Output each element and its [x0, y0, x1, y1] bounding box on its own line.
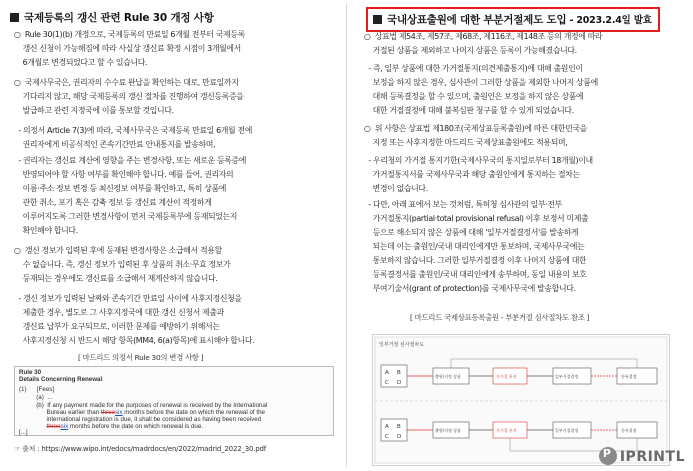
right-paragraph-line: ○ 위 사항은 상표법 제180조(국제상표등록출원)에 따른 대한민국을	[364, 124, 587, 133]
svg-text:가거절 통지: 가거절 통지	[496, 374, 517, 379]
left-paragraph-line: 등재되는 경우에도 갱신료를 소급해서 재계산하지 않습니다.	[14, 274, 218, 283]
excerpt-subheading: Details Concerning Renewal	[19, 376, 103, 383]
svg-text:일부거절결정: 일부거절결정	[555, 428, 579, 433]
right-paragraph-line: - 우리청의 가거절 통지기한(국제사무국의 통지일로부터 18개월)이내	[364, 156, 593, 165]
right-paragraph-line: 보정을 하지 않은 경우, 심사관이 그러한 상품을 제외한 나머지 상품에	[364, 78, 598, 87]
source-link[interactable]: ☞ 출처 : https://www.wipo.int/edocs/madrdocs/en/2022/madrid_2022_30.pdf	[14, 445, 267, 453]
right-paragraph-line: ○ 상표법 제54조, 제57조, 제68조, 제116조, 제148조 등의 개정에 따라	[364, 32, 603, 41]
excerpt-heading: Rule 30	[19, 369, 42, 376]
logo-badge-icon: P	[599, 447, 617, 465]
left-paragraph-line: ○ 갱신 정보가 입력된 후에 등재된 변경사항은 소급해서 적용할	[14, 246, 222, 255]
right-paragraph-line: 변경이 없습니다.	[364, 184, 428, 193]
right-paragraph-line: 가거절통지(partial·total provisional refusal) 이후 보정서 미제출	[364, 214, 589, 223]
left-section-title: 국제등록의 갱신 관련 Rule 30 개정 사항	[10, 10, 214, 25]
excerpt-line: threesix months before the date on which renewal is due.	[46, 423, 204, 430]
left-paragraph-line: 제출한 경우, 별도로 그 사후지정국에 대한 갱신 신청서 제출과	[14, 308, 224, 317]
column-divider	[346, 4, 347, 467]
effective-date: - 2023.2.4일 발효	[566, 15, 652, 26]
svg-text:A: A	[385, 370, 389, 376]
left-paragraph-line: 6개월로 변경되었다고 할 수 있습니다.	[14, 58, 148, 67]
svg-text:C: C	[385, 380, 389, 386]
excerpt-line: international registration is due, it shall be considered as having been received	[19, 416, 262, 423]
left-paragraph-line: 사후지정신청 시 반드시 해당 항목(MM4, 6(a)항목)에 표시해야 합니다.	[14, 336, 255, 345]
left-paragraph-line: 갱신 신청이 가능해짐에 따라 사실상 갱신료 확정 시점이 3개월에서	[14, 44, 241, 53]
svg-text:B: B	[397, 424, 401, 430]
right-paragraph-line: - 다만, 아래 표에서 보는 것처럼, 특허청 심사관의 일부·전부	[364, 200, 562, 209]
right-paragraph-line: 대한 거절결정에 대해 불복심판 청구를 할 수 있게 되었습니다.	[364, 106, 574, 115]
excerpt-line: (b) If any payment made for the purposes of renewal is received by the International	[19, 402, 268, 409]
excerpt-struck-word: three	[46, 423, 61, 430]
left-paragraph-line: 발급하고 관련 지정국에 이를 통보할 것입니다.	[14, 106, 174, 115]
right-paragraph-line: 가거절통지서를 국제사무국과 해당 출원인에게 통지하는 절차는	[364, 170, 580, 179]
left-paragraph-line: ○ Rule 30(1)(b) 개정으로, 국제등록의 만료일 6개월 전부터 국제등록	[14, 30, 245, 39]
excerpt-underlined-word: six	[60, 423, 69, 430]
svg-text:등록결정: 등록결정	[621, 374, 637, 379]
left-paragraph-line: - 의정서 Article 7(3)에 따라, 국제사무국은 국제등록 만료일 6개월 전에	[14, 126, 252, 135]
svg-text:D: D	[397, 380, 402, 386]
left-paragraph-line: 권리자에게 비공식적인 존속기간만료 안내통지를 발송하며,	[14, 140, 216, 149]
right-paragraph-line: 되는데 이는 출원인/국내 대리인에게만 통보하며, 국제사무국에는	[364, 242, 585, 251]
left-paragraph-line: 관한 취소, 포기 혹은 감축 정보 등 갱신료 계산이 적정하게	[14, 198, 212, 207]
rule-30-excerpt-image	[14, 366, 334, 436]
excerpt-line: (1) [Fees]	[19, 386, 55, 393]
svg-text:등록결정: 등록결정	[621, 428, 637, 433]
left-paragraph-line: 이름·주소 정보 변경 등 최신정보 여부를 확인하고, 특히 상품에	[14, 184, 227, 193]
right-column	[350, 0, 693, 471]
flowchart-frame	[375, 337, 667, 463]
left-paragraph-line: 기다리지 않고, 해당 국제등록의 갱신 절차를 진행하여 갱신등록증을	[14, 92, 244, 101]
right-paragraph-line: 등록결정서를 출원인/국내 대리인에게 송부하며, 동일 내용의 보호	[364, 270, 587, 279]
left-paragraph-line: - 권리자는 갱신료 계산에 영향을 주는 변경사항, 또는 새로운 등록증에	[14, 156, 247, 165]
right-paragraph-line: 지정 또는 사후지정한 마드리드 국제상표출원에도 적용되며,	[364, 138, 568, 147]
right-paragraph-line: 부여기술서(grant of protection)를 국제사무국에 발송합니다.	[364, 284, 576, 293]
excerpt-struck-word: three	[100, 409, 115, 416]
right-figure-caption: [ 마드리드 국제상표등록출원 - 부분거절 심사절차도 참조 ]	[410, 313, 590, 322]
svg-text:D: D	[397, 434, 402, 440]
svg-text:출원/지정 상품: 출원/지정 상품	[435, 374, 461, 379]
left-figure-caption: [ 마드리드 의정서 Rule 30의 변경 사항 ]	[78, 353, 204, 362]
left-paragraph-line: 갱신료 납부가 요구되므로, 이러한 문제를 예방하기 위해서는	[14, 322, 220, 331]
square-bullet-icon	[10, 13, 19, 22]
left-paragraph-line: 확인해야 합니다.	[14, 226, 78, 235]
left-column	[0, 0, 345, 471]
right-paragraph-line: - 즉, 일부 상품에 대한 가거절통지(의견제출통지)에 대해 출원인이	[364, 64, 583, 73]
flowchart-svg	[373, 335, 669, 465]
right-paragraph-line: 거절된 상품을 제외하고 나머지 상품은 등록이 가능해졌습니다.	[364, 46, 577, 55]
left-paragraph-line: 수 없습니다. 즉, 갱신 정보가 입력된 후 상품의 취소·무효 정보가	[14, 260, 231, 269]
square-bullet-icon	[373, 15, 382, 24]
excerpt-underlined-word: six	[114, 409, 123, 416]
flowchart-header: 일부거절 심사절차도	[379, 342, 425, 348]
svg-text:A: A	[385, 424, 389, 430]
svg-text:가거절 통지: 가거절 통지	[496, 428, 517, 433]
excerpt-line: [...]	[19, 429, 28, 436]
right-paragraph-line: 통보하지 않습니다. 그러한 일부거절결정 이후 나머지 상품에 대한	[364, 256, 587, 265]
svg-text:일부거절결정: 일부거절결정	[555, 374, 579, 379]
excerpt-line: (a) ...	[19, 394, 53, 401]
right-section-title: 국내상표출원에 대한 부분거절제도 도입 - 2023.2.4일 발효	[366, 7, 660, 32]
left-paragraph-line: - 갱신 정보가 입력된 날짜와 존속기간 만료일 사이에 사후지정신청을	[14, 294, 242, 303]
svg-text:B: B	[397, 370, 401, 376]
right-paragraph-line: 대해 등록결정을 할 수 있으며, 출원인은 보정을 하지 않은 상품에	[364, 92, 584, 101]
left-paragraph-line: 이루어지도록 그러한 변경사항이 먼저 국제등록부에 등재되었는지	[14, 212, 238, 221]
excerpt-line: Bureau earlier than threesix months before the date on which the renewal of the	[19, 409, 265, 416]
svg-text:출원/지정 상품: 출원/지정 상품	[435, 428, 461, 433]
left-paragraph-line: ○ 국제사무국은, 권리자의 수수료 완납을 확인하는 대로, 만료일까지	[14, 78, 239, 87]
svg-text:C: C	[385, 434, 389, 440]
iprintl-watermark: P IPRINTL	[599, 447, 685, 465]
left-paragraph-line: 반영되어야 할 사항 여부를 확인해야 합니다. 예를 들어, 권리자의	[14, 170, 234, 179]
right-paragraph-line: 등으로 해소되지 않은 상품에 대해 '일부거절결정서'를 발송하게	[364, 228, 579, 237]
